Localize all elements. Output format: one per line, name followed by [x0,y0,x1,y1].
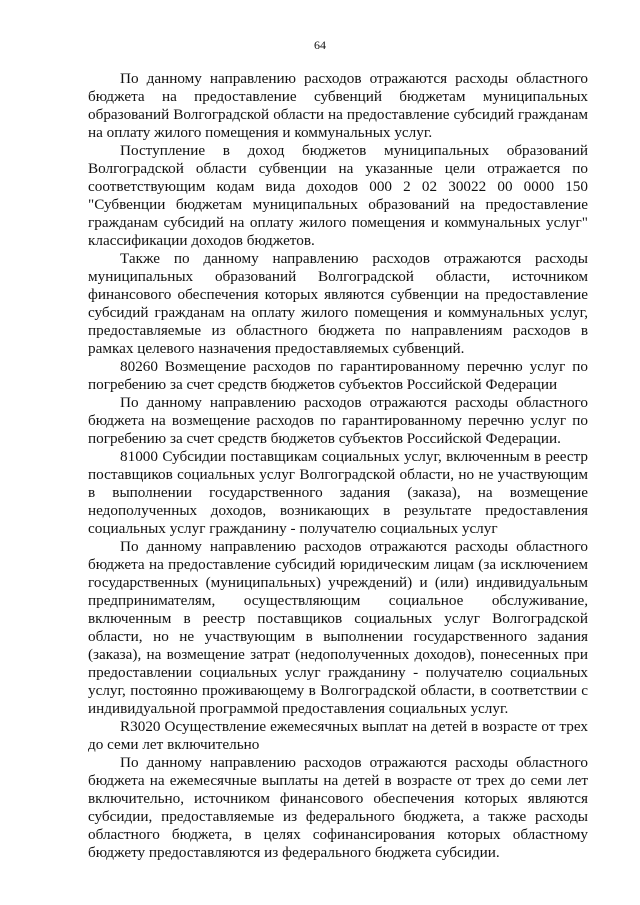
section-heading: 81000 Субсидии поставщикам социальных услуг, включенным в реестр поставщиков социальных услуг Волгоградской области, но не участвующим в выполнении государственного задания (заказа), на возмещение недополученных доходов, возникающих в результате предоставления социальных услуг гражданину - получателю социальных услуг [88,448,588,537]
section-heading: R3020 Осуществление ежемесячных выплат на детей в возрасте от трех до семи лет включительно [88,718,588,753]
paragraph: По данному направлению расходов отражаются расходы областного бюджета на предоставление субсидий юридическим лицам (за исключением государственных (муниципальных) учреждений) и (или) индивидуальным предпринимателям, осуществляющим социальное обслуживание, включенным в реестр поставщиков социальных услуг Волгоградской области, но не участвующим в выполнении государственного задания (заказа), на возмещение затрат (недополученных доходов), понесенных при предоставлении социальных услуг гражданину - получателю социальных услуг, постоянно проживающему в Волгоградской области, в соответствии с индивидуальной программой предоставления социальных услуг. [88,538,588,717]
section-heading: 80260 Возмещение расходов по гарантированному перечню услуг по погребению за счет средств бюджетов субъектов Российской Федерации [88,358,588,393]
paragraph: Поступление в доход бюджетов муниципальных образований Волгоградской области субвенции на указанные цели отражается по соответствующим кодам вида доходов 000 2 02 30022 00 0000 150 "Субвенции бюджетам муниципальных образований на предоставление гражданам субсидий на оплату жилого помещения и коммунальных услуг" классификации доходов бюджетов. [88,142,588,249]
paragraph: Также по данному направлению расходов отражаются расходы муниципальных образований Волгоградской области, источником финансового обеспечения которых являются субвенции на предоставление субсидий гражданам на оплату жилого помещения и коммунальных услуг, предоставляемые из областного бюджета по направлениям расходов в рамках целевого назначения предоставляемых субвенций. [88,250,588,357]
paragraph: По данному направлению расходов отражаются расходы областного бюджета на возмещение расходов по гарантированному перечню услуг по погребению за счет средств бюджетов субъектов Российской Федерации. [88,394,588,447]
page-number: 64 [314,38,326,52]
document-body [88,70,588,862]
paragraph: По данному направлению расходов отражаются расходы областного бюджета на ежемесячные выплаты на детей в возрасте от трех до семи лет включительно, источником финансового обеспечения которых являются субсидии, предоставляемые из федерального бюджета, а также расходы областного бюджета, в целях софинансирования которых областному бюджету предоставляются из федерального бюджета субсидии. [88,754,588,861]
paragraph: По данному направлению расходов отражаются расходы областного бюджета на предоставление субвенций бюджетам муниципальных образований Волгоградской области на предоставление субсидий гражданам на оплату жилого помещения и коммунальных услуг. [88,70,588,141]
